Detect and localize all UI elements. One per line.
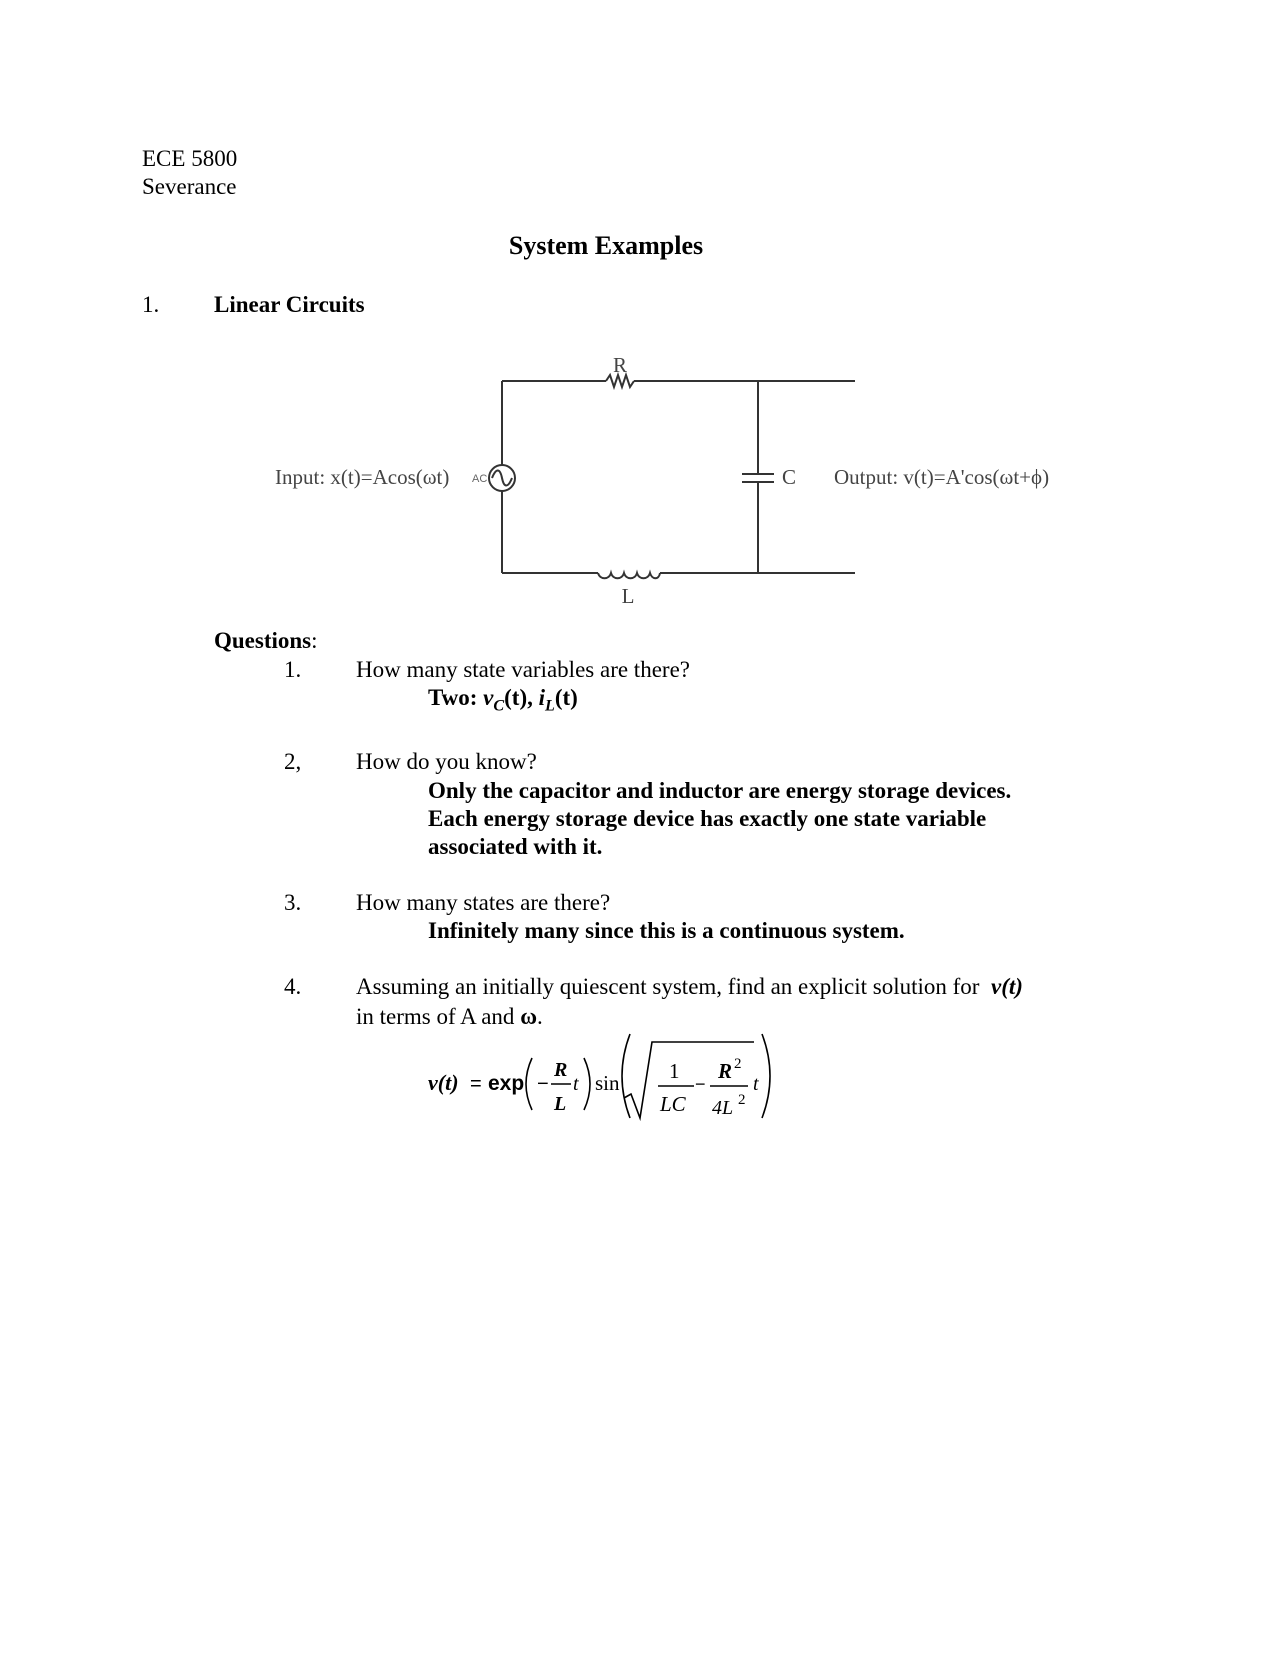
page-title: System Examples (508, 231, 704, 260)
formula-minus-1: − (537, 1073, 549, 1095)
question-1-text: How many state variables are there? (356, 657, 690, 682)
question-2-answer-line-3: associated with it. (428, 834, 603, 859)
sqrt-radical (624, 1042, 754, 1118)
ac-wave (492, 471, 512, 486)
formula-LC: LC (660, 1092, 686, 1116)
paren-open-2 (622, 1034, 630, 1118)
formula-R-squared-base: R (718, 1059, 733, 1083)
question-2-answer-line-1: Only the capacitor and inductor are energy storage devices. (428, 778, 1012, 803)
solution-formula (420, 1028, 800, 1128)
ac-label: AC (472, 473, 488, 485)
input-label: Input: x(t)=Acos(ωt) (275, 465, 450, 489)
output-label: Output: v(t)=A'cos(ωt+ϕ) (834, 465, 1050, 489)
paren-close-2 (762, 1034, 770, 1118)
formula-t: t (573, 1073, 579, 1095)
question-4-number: 4. (284, 974, 302, 999)
formula-exp: exp (488, 1072, 525, 1095)
author-name: Severance (142, 174, 237, 199)
inductor-label: L (621, 584, 635, 608)
question-1-answer: Two: $v_C(t)$, $i_L(t)$ (428, 685, 578, 715)
question-4-text-line-2: in terms of A and ω. (356, 1004, 543, 1029)
section-heading: Linear Circuits (214, 292, 365, 317)
question-2-answer-line-2: Each energy storage device has exactly one state variable (428, 806, 987, 831)
formula-R-squared-exp: 2 (734, 1056, 742, 1072)
formula-sin: sin (595, 1071, 620, 1095)
formula-one: 1 (669, 1059, 680, 1083)
section-number: 1. (142, 292, 160, 317)
formula-t-2: t (753, 1073, 759, 1095)
formula-lhs: v(t) (428, 1070, 459, 1095)
course-number: ECE 5800 (142, 146, 238, 171)
capacitor-label: C (782, 465, 797, 489)
paren-open-1 (526, 1058, 532, 1110)
formula-4L-exp: 2 (738, 1092, 746, 1108)
formula-minus-2: − (695, 1074, 706, 1094)
question-2-number: 2, (284, 749, 302, 774)
formula-frac-L: L (554, 1093, 567, 1115)
rlc-circuit-diagram (0, 340, 1280, 630)
question-3-text: How many states are there? (356, 890, 611, 915)
question-4-text-line-1: Assuming an initially quiescent system, find an explicit solution for v(t) (356, 974, 1023, 999)
question-3-number: 3. (284, 890, 302, 915)
inductor-symbol (598, 573, 660, 578)
question-2-text: How do you know? (356, 749, 537, 774)
formula-4L: 4L (712, 1097, 734, 1119)
resistor-label: R (612, 353, 628, 377)
question-1-number: 1. (284, 657, 302, 682)
paren-close-1 (584, 1058, 590, 1110)
question-3-answer: Infinitely many since this is a continuous system. (428, 918, 905, 943)
questions-heading: Questions: (214, 628, 318, 653)
formula-equals: = (470, 1073, 482, 1095)
formula-frac-R: R (554, 1059, 568, 1081)
